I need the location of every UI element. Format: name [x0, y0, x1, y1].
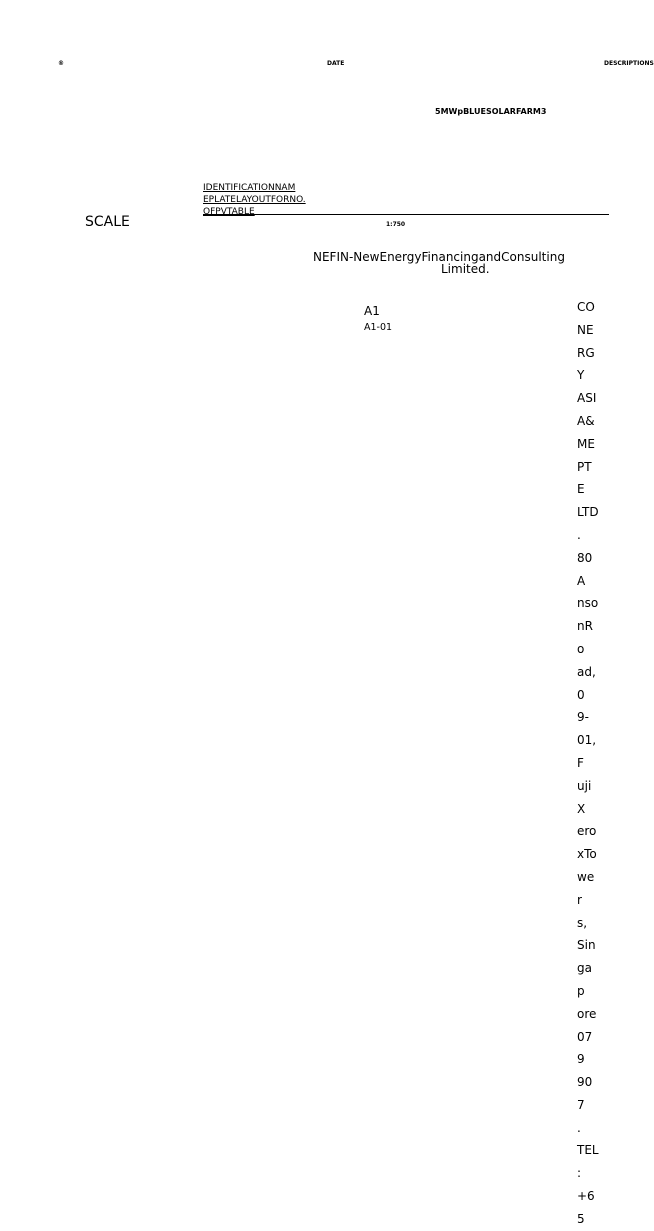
address-line: gap: [577, 961, 592, 998]
address-line: s,: [577, 915, 588, 930]
drawing-title-line-3: OFPVTABLE: [203, 207, 255, 217]
address-line: TEL: [577, 1143, 599, 1158]
address-line: nRo: [577, 619, 593, 656]
address-line: .: [577, 527, 581, 542]
address-line: wer: [577, 869, 595, 907]
address-line: 80A: [577, 550, 593, 588]
drawing-title: [203, 182, 343, 218]
address-line: 079: [577, 1029, 593, 1067]
address-line: xTo: [577, 847, 597, 862]
sheet-number: A1-01: [364, 322, 393, 333]
contractor-address: [577, 296, 599, 1231]
address-line: 907: [577, 1075, 593, 1112]
address-line: +65: [577, 1189, 595, 1226]
address-line: RGY: [577, 345, 595, 383]
address-line: nso: [577, 596, 599, 611]
address-line: :: [577, 1166, 582, 1181]
address-line: ASI: [577, 391, 597, 406]
address-line: ore: [577, 1006, 597, 1021]
address-line: ujiX: [577, 778, 592, 816]
address-line: A&: [577, 413, 595, 428]
scale-value: 1:750: [386, 221, 406, 228]
drawing-title-line-1: IDENTIFICATIONNAM: [203, 183, 296, 193]
address-line: CO: [577, 300, 595, 314]
scale-label: SCALE: [85, 214, 130, 230]
address-line: ero: [577, 824, 597, 839]
revision-description-header: DESCRIPTIONS: [604, 60, 654, 67]
sheet-size: A1: [364, 304, 380, 318]
address-line: 01,F: [577, 733, 597, 770]
address-line: ad,0: [577, 664, 596, 702]
drawing-title-line-2: EPLATELAYOUTFORNO.: [203, 195, 306, 205]
title-block-rule: [203, 214, 609, 215]
address-line: LTD: [577, 505, 599, 520]
project-title: 5MWpBLUESOLARFARM3: [435, 107, 547, 116]
address-line: 9-: [577, 710, 589, 725]
client-name-line-1: NEFIN-NewEnergyFinancingandConsulting: [313, 250, 565, 264]
revision-date-header: DATE: [327, 60, 345, 67]
client-name-line-2: Limited.: [441, 262, 490, 276]
address-line: .: [577, 1120, 581, 1135]
address-line: Sin: [577, 938, 596, 953]
revision-no-header: ®: [58, 60, 64, 67]
address-line: PTE: [577, 459, 592, 497]
address-line: ME: [577, 436, 595, 451]
address-line: NE: [577, 322, 594, 337]
